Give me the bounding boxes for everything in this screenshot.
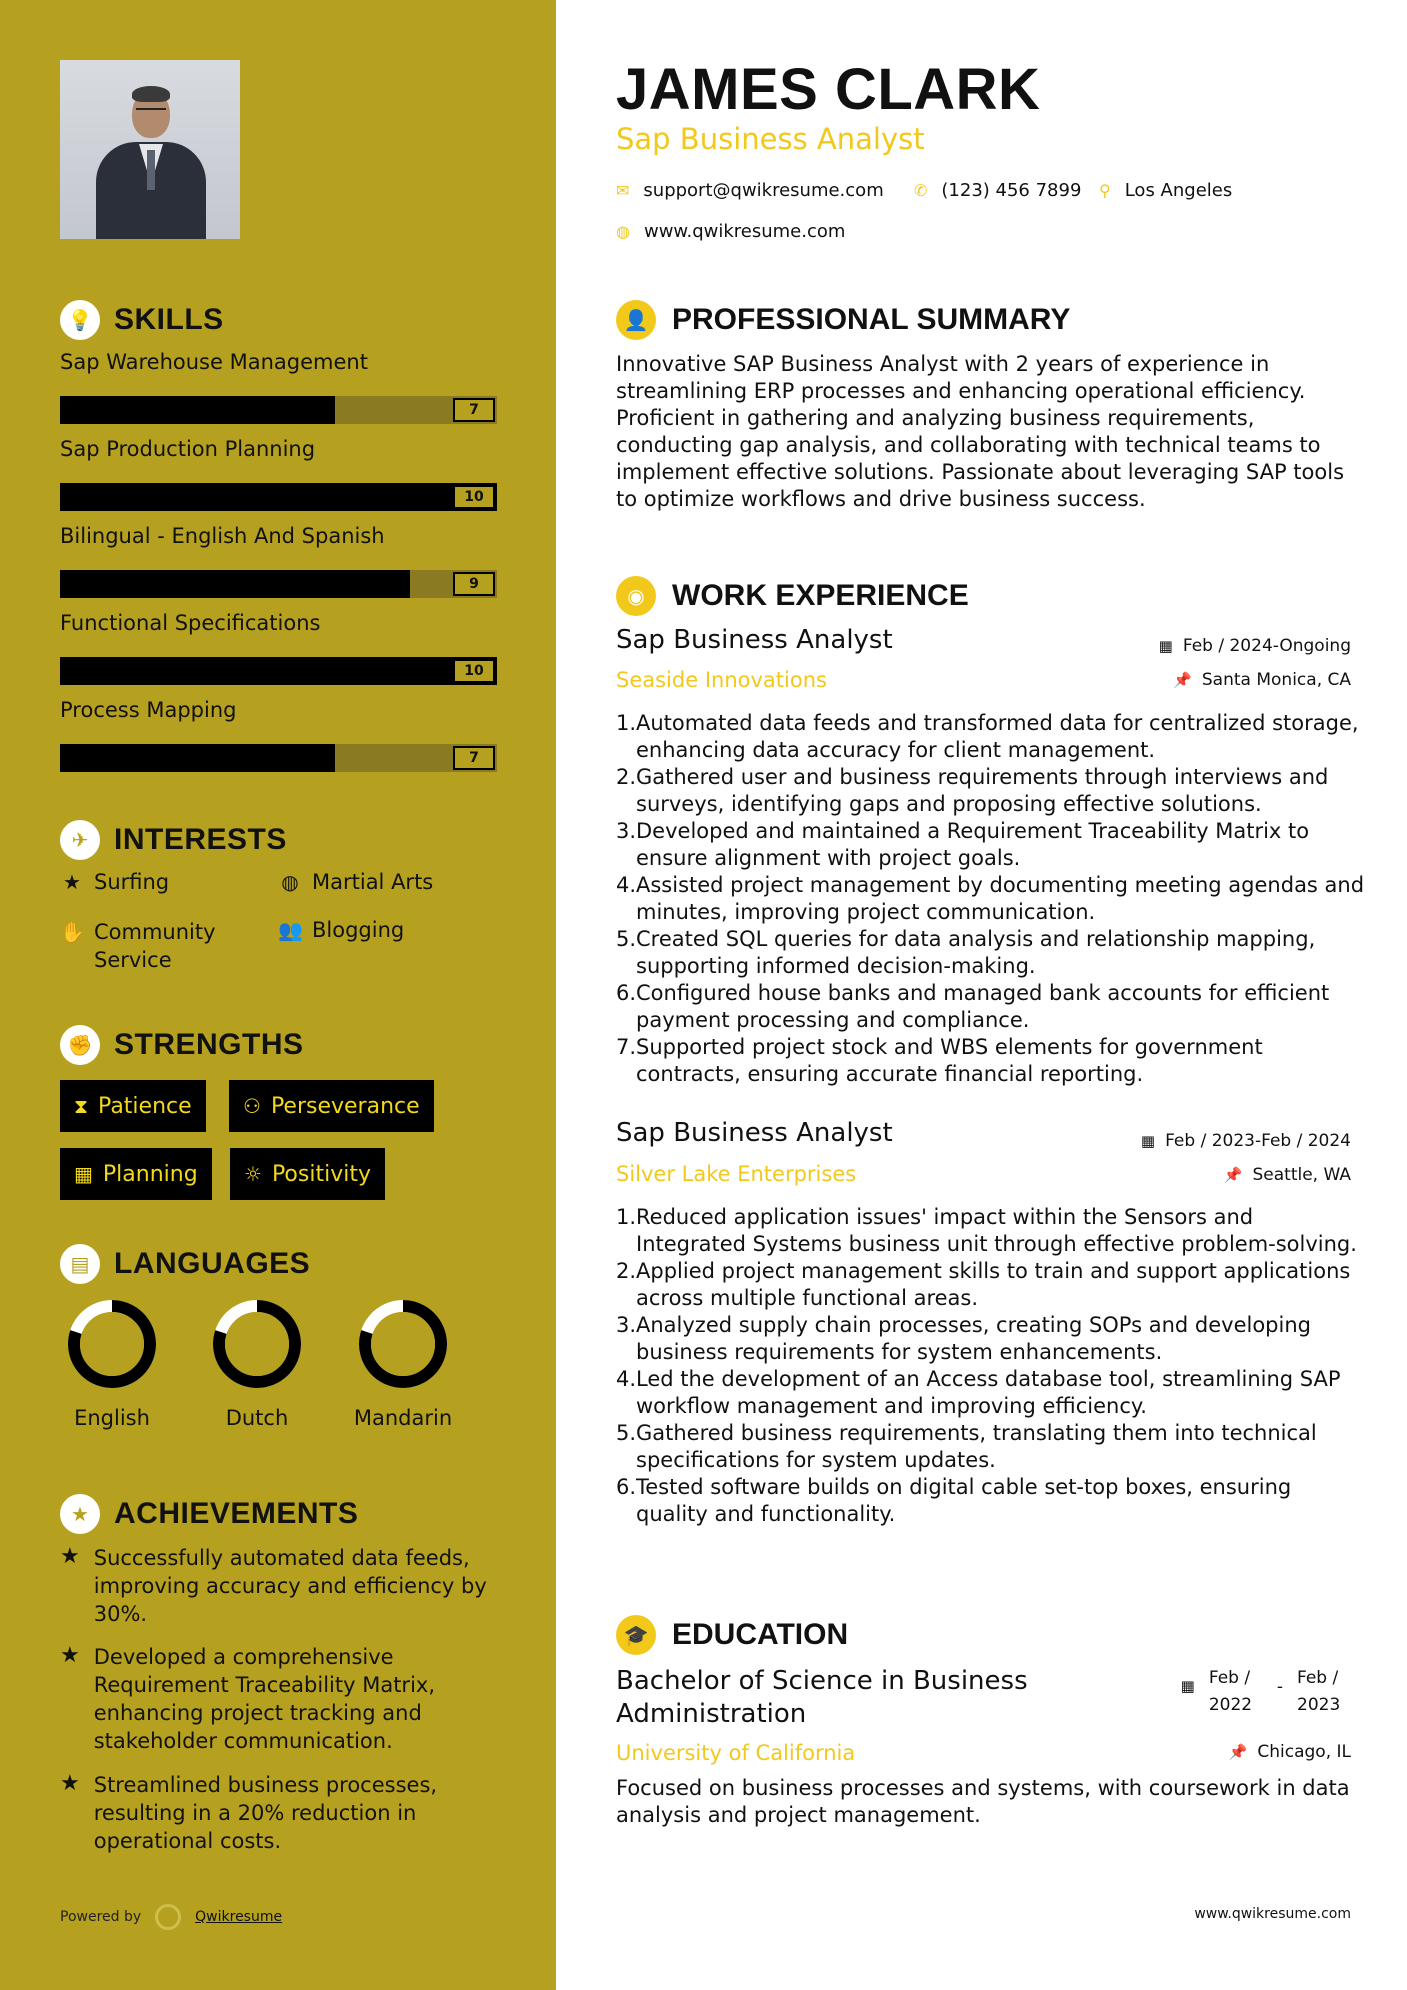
language-label: Dutch — [225, 1406, 289, 1430]
education-dates: ▦ Feb / 2022 - Feb / 2023 — [1180, 1668, 1341, 1715]
language-donut — [207, 1294, 307, 1394]
donut-center — [371, 1312, 435, 1376]
contact-location: ⚲ Los Angeles — [1099, 180, 1233, 201]
contact-email: ✉ support@qwikresume.com — [616, 180, 884, 201]
achievements-heading: ★ ACHIEVEMENTS — [60, 1494, 358, 1534]
lightbulb-icon: 💡 — [60, 300, 100, 340]
skill-bar-fill — [60, 657, 497, 685]
achievement-item: ★ Successfully automated data feeds, improving accuracy and efficiency by 30%. — [60, 1544, 487, 1626]
language-label: Mandarin — [353, 1406, 453, 1430]
skill-item — [60, 524, 497, 592]
languages-heading: ▤ LANGUAGES — [60, 1244, 310, 1284]
binoculars-icon: ⚇ — [243, 1094, 261, 1118]
contact-phone: ✆ (123) 456 7899 — [914, 180, 1082, 201]
skill-item — [60, 350, 497, 418]
donut-center — [225, 1312, 289, 1376]
skill-level: 7 — [453, 746, 495, 770]
duty-item: 5. Created SQL queries for data analysis and relationship mapping, supporting informed decision-making. — [616, 927, 1316, 978]
language-label: English — [74, 1406, 150, 1430]
qwikresume-link[interactable]: Qwikresume — [195, 1909, 283, 1925]
star-icon: ★ — [60, 1771, 80, 1796]
degree-title: Bachelor of Science in Business Administration — [616, 1666, 1028, 1729]
language-item — [57, 1294, 167, 1430]
education-heading: 🎓 EDUCATION — [616, 1615, 848, 1655]
achievement-item: ★ Developed a comprehensive Requirement Traceability Matrix, enhancing project tracking and stakeholder communication. — [60, 1643, 436, 1753]
calendar-icon: ▦ — [74, 1162, 93, 1186]
user-icon: 👤 — [616, 300, 656, 340]
interests-heading: ✈ INTERESTS — [60, 820, 287, 860]
skill-level: 10 — [453, 659, 495, 683]
pin-icon: 📌 — [1228, 1743, 1248, 1761]
language-item — [348, 1294, 458, 1430]
job-title: Sap Business Analyst — [616, 1118, 893, 1148]
duty-item: 1. Automated data feeds and transformed data for centralized storage, enhancing data accuracy for client management. — [616, 711, 1359, 762]
pin-icon: 📌 — [1173, 671, 1192, 689]
skills-heading: 💡 SKILLS — [60, 300, 224, 340]
job-dates: ▦ Feb / 2023-Feb / 2024 — [1140, 1131, 1351, 1151]
education-text: Focused on business processes and systems, with coursework in data analysis and project management. — [616, 1776, 1350, 1827]
duty-item: 7. Supported project stock and WBS elements for government contracts, ensuring accurate financial reporting. — [616, 1035, 1263, 1086]
pin-icon: 📌 — [1223, 1166, 1243, 1184]
graduation-cap-icon: 🎓 — [616, 1615, 656, 1655]
calendar-icon: ▦ — [1158, 637, 1173, 655]
skill-level: 9 — [453, 572, 495, 596]
candidate-role: Sap Business Analyst — [616, 122, 925, 156]
duty-item: 1. Reduced application issues' impact within the Sensors and Integrated Systems business unit through effective problem-solving. — [616, 1205, 1357, 1256]
school-name: University of California — [616, 1741, 856, 1765]
fist-icon: ✊ — [60, 1025, 100, 1065]
sidebar — [0, 0, 556, 1990]
skill-label: Bilingual - English And Spanish — [60, 524, 385, 548]
language-item — [202, 1294, 312, 1430]
duty-item: 2. Applied project management skills to train and support applications across multiple functional areas. — [616, 1259, 1351, 1310]
achievement-item: ★ Streamlined business processes, resulting in a 20% reduction in operational costs. — [60, 1771, 438, 1853]
skill-item — [60, 437, 497, 505]
globe-icon: ◍ — [281, 870, 299, 894]
strength-badge: ⧗ Patience — [60, 1080, 206, 1132]
duty-item: 5. Gathered business requirements, translating them into technical specifications for system updates. — [616, 1421, 1317, 1472]
sun-icon: ☼ — [244, 1162, 262, 1186]
hand-icon: ✋ — [60, 920, 85, 944]
trophy-icon: ★ — [60, 1494, 100, 1534]
duty-item: 3. Developed and maintained a Requirement Traceability Matrix to ensure alignment with project goals. — [616, 819, 1310, 870]
job-duties — [616, 1204, 1366, 1528]
job-dates: ▦ Feb / 2024-Ongoing — [1158, 636, 1351, 656]
skill-label: Functional Specifications — [60, 611, 321, 635]
skill-bar-fill — [60, 570, 410, 598]
calendar-icon: ▦ — [1180, 1677, 1195, 1695]
skill-bar — [60, 744, 497, 772]
hourglass-icon: ⧗ — [74, 1094, 89, 1118]
users-icon: 👥 — [278, 918, 303, 942]
candidate-name: JAMES CLARK — [616, 57, 1041, 122]
skill-bar-fill — [60, 744, 335, 772]
id-card-icon: ▤ — [60, 1244, 100, 1284]
profile-photo — [60, 60, 240, 239]
job-location: 📌 Santa Monica, CA — [1173, 670, 1351, 690]
duty-item: 4. Led the development of an Access database tool, streamlining SAP workflow management and improving efficiency. — [616, 1367, 1341, 1418]
skill-bar — [60, 483, 497, 511]
skill-level: 7 — [453, 398, 495, 422]
envelope-icon: ✉ — [616, 181, 630, 200]
main-content — [556, 0, 1407, 1990]
duty-item: 4. Assisted project management by documenting meeting agendas and minutes, improving project communication. — [616, 873, 1365, 924]
paper-plane-icon: ✈ — [60, 820, 100, 860]
map-pin-icon: ⚲ — [1099, 181, 1111, 200]
strength-badge: ▦ Planning — [60, 1148, 212, 1200]
footer-website[interactable]: www.qwikresume.com — [1194, 1906, 1351, 1922]
calendar-icon: ▦ — [1140, 1132, 1156, 1150]
language-donut — [62, 1294, 162, 1394]
contact-website: ◍ www.qwikresume.com — [616, 221, 846, 242]
skill-bar — [60, 396, 497, 424]
skill-bar-fill — [60, 483, 497, 511]
duty-item: 3. Analyzed supply chain processes, creating SOPs and developing business requirements for system enhancements. — [616, 1313, 1311, 1364]
skill-level: 10 — [453, 485, 495, 509]
language-donut — [353, 1294, 453, 1394]
strengths-heading: ✊ STRENGTHS — [60, 1025, 304, 1065]
phone-icon: ✆ — [914, 181, 928, 200]
skill-bar — [60, 657, 497, 685]
skill-bar-fill — [60, 396, 335, 424]
summary-text: Innovative SAP Business Analyst with 2 years of experience in streamlining ERP processes and enhancing operational efficiency. Proficient in gathering and analyzing business requirements, conducting gap analysis, and collaborating with technical teams to implement effective solutions. Passionate about leveraging SAP tools to optimize workflows and drive business success. — [616, 352, 1345, 511]
star-icon: ★ — [63, 870, 81, 894]
interest-item: 👥 Blogging — [278, 918, 405, 942]
job-location: 📌 Seattle, WA — [1223, 1165, 1351, 1185]
duty-item: 6. Tested software builds on digital cable set-top boxes, ensuring quality and functionality. — [616, 1475, 1292, 1526]
briefcase-icon: ◉ — [616, 576, 656, 616]
education-location: 📌 Chicago, IL — [1228, 1742, 1351, 1762]
job-company: Silver Lake Enterprises — [616, 1162, 857, 1186]
strength-badge: ⚇ Perseverance — [229, 1080, 434, 1132]
job-company: Seaside Innovations — [616, 668, 827, 692]
duty-item: 2. Gathered user and business requirements through interviews and surveys, identifying gaps and proposing effective solutions. — [616, 765, 1329, 816]
skill-bar — [60, 570, 497, 598]
job-title: Sap Business Analyst — [616, 625, 893, 655]
strength-badge: ☼ Positivity — [230, 1148, 385, 1200]
skill-label: Process Mapping — [60, 698, 237, 722]
powered-by: Powered by Qwikresume — [60, 1904, 282, 1930]
star-icon: ★ — [60, 1643, 80, 1668]
skill-item — [60, 611, 497, 679]
summary-heading: 👤 PROFESSIONAL SUMMARY — [616, 300, 1070, 340]
skill-label: Sap Production Planning — [60, 437, 316, 461]
skill-label: Sap Warehouse Management — [60, 350, 368, 374]
globe-icon: ◍ — [616, 222, 630, 241]
job-duties — [616, 710, 1366, 1088]
duty-item: 6. Configured house banks and managed bank accounts for efficient payment processing and compliance. — [616, 981, 1330, 1032]
donut-center — [80, 1312, 144, 1376]
qwikresume-logo-icon — [155, 1904, 181, 1930]
experience-heading: ◉ WORK EXPERIENCE — [616, 576, 969, 616]
star-icon: ★ — [60, 1544, 80, 1569]
skill-item — [60, 698, 497, 766]
interest-item: ✋ Community Service — [60, 920, 216, 972]
interest-item: ◍ Martial Arts — [278, 870, 433, 894]
interest-item: ★ Surfing — [60, 870, 169, 894]
